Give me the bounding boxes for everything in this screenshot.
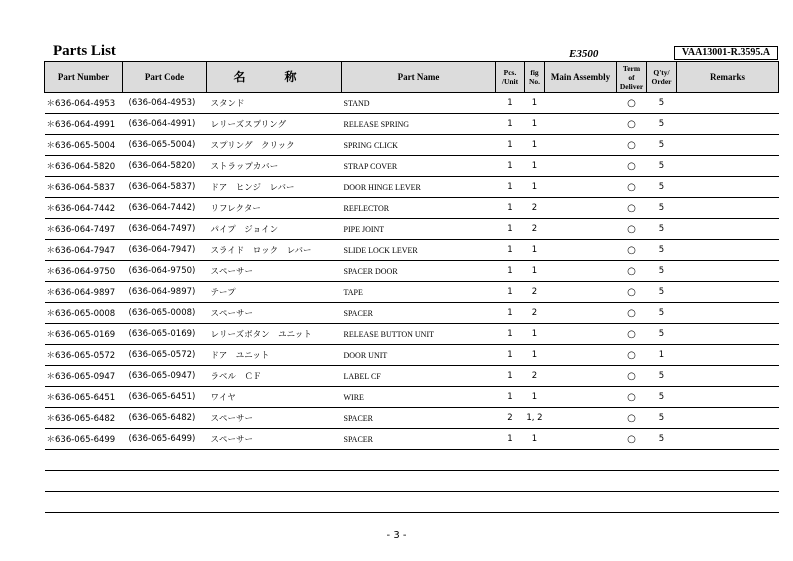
table-row <box>45 303 779 324</box>
main-assembly-cell <box>545 114 617 135</box>
part-name-cell: DOOR UNIT <box>342 345 496 366</box>
main-assembly-cell <box>545 261 617 282</box>
parts-table <box>44 61 779 513</box>
pcs-cell: 1 <box>496 93 525 114</box>
fig-cell: 1 <box>525 261 545 282</box>
part-number-cell: ＊636-065-0947 <box>45 366 123 387</box>
main-assembly-cell <box>545 177 617 198</box>
part-code-cell: (636-064-4953) <box>123 93 207 114</box>
fig-cell: 1 <box>525 324 545 345</box>
pcs-cell: 1 <box>496 261 525 282</box>
term-cell: ○ <box>617 198 647 219</box>
name-jp-cell: ドア ユニット <box>207 345 342 366</box>
remarks-cell <box>677 261 779 282</box>
name-jp-cell: テープ <box>207 282 342 303</box>
main-assembly-cell <box>545 135 617 156</box>
qty-cell: 5 <box>647 156 677 177</box>
remarks-cell <box>677 156 779 177</box>
qty-cell: 5 <box>647 303 677 324</box>
part-code-cell: (636-065-0169) <box>123 324 207 345</box>
model-name: E3500 <box>569 48 599 60</box>
main-assembly-cell <box>545 366 617 387</box>
part-number-cell: ＊636-064-7442 <box>45 198 123 219</box>
empty-cell <box>45 471 779 492</box>
empty-cell <box>45 492 779 513</box>
part-name-cell: SPACER <box>342 303 496 324</box>
term-cell: ○ <box>617 366 647 387</box>
pcs-cell: 1 <box>496 219 525 240</box>
pcs-cell: 1 <box>496 345 525 366</box>
pcs-cell: 2 <box>496 408 525 429</box>
remarks-cell <box>677 429 779 450</box>
fig-cell: 2 <box>525 219 545 240</box>
part-name-cell: WIRE <box>342 387 496 408</box>
name-jp-cell: レリーズスプリング <box>207 114 342 135</box>
pcs-cell: 1 <box>496 324 525 345</box>
pcs-cell: 1 <box>496 240 525 261</box>
part-number-cell: ＊636-064-7947 <box>45 240 123 261</box>
fig-cell: 2 <box>525 303 545 324</box>
part-number-cell: ＊636-065-6451 <box>45 387 123 408</box>
table-row <box>45 366 779 387</box>
pcs-cell: 1 <box>496 429 525 450</box>
document-code: VAA13001-R.3595.A <box>674 46 778 60</box>
part-number-cell: ＊636-065-6482 <box>45 408 123 429</box>
qty-cell: 5 <box>647 408 677 429</box>
empty-cell <box>45 450 779 471</box>
part-number-cell: ＊636-064-7497 <box>45 219 123 240</box>
remarks-cell <box>677 93 779 114</box>
name-jp-cell: スペーサー <box>207 408 342 429</box>
remarks-cell <box>677 177 779 198</box>
main-assembly-cell <box>545 240 617 261</box>
part-code-cell: (636-065-6482) <box>123 408 207 429</box>
part-code-cell: (636-065-6499) <box>123 429 207 450</box>
remarks-cell <box>677 198 779 219</box>
header-remarks: Remarks <box>677 62 779 93</box>
table-row <box>45 240 779 261</box>
main-assembly-cell <box>545 324 617 345</box>
term-cell: ○ <box>617 429 647 450</box>
qty-cell: 5 <box>647 240 677 261</box>
part-number-cell: ＊636-065-0572 <box>45 345 123 366</box>
name-jp-cell: ワイヤ <box>207 387 342 408</box>
term-cell: ○ <box>617 324 647 345</box>
header-pcs-unit: Pcs. /Unit <box>496 62 525 93</box>
fig-cell: 1 <box>525 114 545 135</box>
remarks-cell <box>677 387 779 408</box>
name-jp-cell: レリーズボタン ユニット <box>207 324 342 345</box>
main-assembly-cell <box>545 429 617 450</box>
name-jp-cell: ストラップカバー <box>207 156 342 177</box>
page-number: - 3 - <box>386 530 407 541</box>
qty-cell: 1 <box>647 345 677 366</box>
qty-cell: 5 <box>647 387 677 408</box>
fig-cell: 1 <box>525 156 545 177</box>
term-cell: ○ <box>617 408 647 429</box>
term-cell: ○ <box>617 387 647 408</box>
fig-cell: 2 <box>525 198 545 219</box>
name-jp-cell: ラベル ＣＦ <box>207 366 342 387</box>
part-name-cell: LABEL CF <box>342 366 496 387</box>
fig-cell: 1 <box>525 135 545 156</box>
part-name-cell: SPRING CLICK <box>342 135 496 156</box>
term-cell: ○ <box>617 345 647 366</box>
table-row <box>45 135 779 156</box>
header-part-code: Part Code <box>123 62 207 93</box>
part-code-cell: (636-064-5837) <box>123 177 207 198</box>
qty-cell: 5 <box>647 429 677 450</box>
qty-cell: 5 <box>647 93 677 114</box>
qty-cell: 5 <box>647 135 677 156</box>
term-cell: ○ <box>617 114 647 135</box>
part-code-cell: (636-064-7442) <box>123 198 207 219</box>
empty-row <box>45 471 779 492</box>
table-row <box>45 156 779 177</box>
pcs-cell: 1 <box>496 366 525 387</box>
part-name-cell: STAND <box>342 93 496 114</box>
part-number-cell: ＊636-065-0008 <box>45 303 123 324</box>
name-jp-cell: スペーサー <box>207 303 342 324</box>
part-name-cell: SLIDE LOCK LEVER <box>342 240 496 261</box>
part-code-cell: (636-064-7947) <box>123 240 207 261</box>
fig-cell: 1 <box>525 177 545 198</box>
table-row <box>45 408 779 429</box>
qty-cell: 5 <box>647 282 677 303</box>
part-code-cell: (636-065-0008) <box>123 303 207 324</box>
part-code-cell: (636-065-6451) <box>123 387 207 408</box>
part-number-cell: ＊636-064-4991 <box>45 114 123 135</box>
remarks-cell <box>677 345 779 366</box>
remarks-cell <box>677 324 779 345</box>
part-code-cell: (636-065-0572) <box>123 345 207 366</box>
part-number-cell: ＊636-064-5837 <box>45 177 123 198</box>
term-cell: ○ <box>617 93 647 114</box>
table-row <box>45 345 779 366</box>
term-cell: ○ <box>617 135 647 156</box>
part-name-cell: RELEASE BUTTON UNIT <box>342 324 496 345</box>
main-assembly-cell <box>545 156 617 177</box>
main-assembly-cell <box>545 198 617 219</box>
remarks-cell <box>677 135 779 156</box>
name-jp-cell: ドア ヒンジ レバー <box>207 177 342 198</box>
part-code-cell: (636-065-0947) <box>123 366 207 387</box>
header-term-of-deliver: Term of Deliver <box>617 62 647 93</box>
part-name-cell: SPACER <box>342 408 496 429</box>
main-assembly-cell <box>545 219 617 240</box>
empty-row <box>45 492 779 513</box>
header-part-name: Part Name <box>342 62 496 93</box>
main-assembly-cell <box>545 282 617 303</box>
part-name-cell: PIPE JOINT <box>342 219 496 240</box>
term-cell: ○ <box>617 303 647 324</box>
fig-cell: 1 <box>525 93 545 114</box>
qty-cell: 5 <box>647 114 677 135</box>
part-name-cell: RELEASE SPRING <box>342 114 496 135</box>
table-row <box>45 198 779 219</box>
header-fig-no: fig No. <box>525 62 545 93</box>
fig-cell: 1 <box>525 429 545 450</box>
table-row <box>45 324 779 345</box>
name-jp-cell: スプリング クリック <box>207 135 342 156</box>
remarks-cell <box>677 408 779 429</box>
part-number-cell: ＊636-064-9750 <box>45 261 123 282</box>
remarks-cell <box>677 219 779 240</box>
qty-cell: 5 <box>647 177 677 198</box>
term-cell: ○ <box>617 261 647 282</box>
table-row <box>45 387 779 408</box>
part-code-cell: (636-065-5004) <box>123 135 207 156</box>
part-number-cell: ＊636-065-5004 <box>45 135 123 156</box>
pcs-cell: 1 <box>496 156 525 177</box>
fig-cell: 2 <box>525 366 545 387</box>
pcs-cell: 1 <box>496 303 525 324</box>
part-name-cell: DOOR HINGE LEVER <box>342 177 496 198</box>
part-number-cell: ＊636-064-9897 <box>45 282 123 303</box>
fig-cell: 1 <box>525 387 545 408</box>
table-row <box>45 177 779 198</box>
name-jp-cell: スペーサー <box>207 429 342 450</box>
pcs-cell: 1 <box>496 114 525 135</box>
table-row <box>45 429 779 450</box>
term-cell: ○ <box>617 156 647 177</box>
table-row <box>45 219 779 240</box>
pcs-cell: 1 <box>496 282 525 303</box>
name-jp-cell: スタンド <box>207 93 342 114</box>
qty-cell: 5 <box>647 324 677 345</box>
table-row <box>45 114 779 135</box>
main-assembly-cell <box>545 303 617 324</box>
fig-cell: 1, 2 <box>525 408 545 429</box>
part-number-cell: ＊636-065-6499 <box>45 429 123 450</box>
remarks-cell <box>677 366 779 387</box>
qty-cell: 5 <box>647 219 677 240</box>
qty-cell: 5 <box>647 366 677 387</box>
part-number-cell: ＊636-064-4953 <box>45 93 123 114</box>
fig-cell: 1 <box>525 240 545 261</box>
main-assembly-cell <box>545 387 617 408</box>
term-cell: ○ <box>617 240 647 261</box>
part-code-cell: (636-064-4991) <box>123 114 207 135</box>
name-jp-cell: スペーサー <box>207 261 342 282</box>
table-row <box>45 93 779 114</box>
page-title: Parts List <box>53 43 116 59</box>
table-header-row <box>45 62 779 93</box>
remarks-cell <box>677 240 779 261</box>
part-number-cell: ＊636-064-5820 <box>45 156 123 177</box>
part-name-cell: SPACER <box>342 429 496 450</box>
part-code-cell: (636-064-7497) <box>123 219 207 240</box>
main-assembly-cell <box>545 408 617 429</box>
qty-cell: 5 <box>647 261 677 282</box>
pcs-cell: 1 <box>496 177 525 198</box>
remarks-cell <box>677 282 779 303</box>
main-assembly-cell <box>545 345 617 366</box>
part-code-cell: (636-064-9897) <box>123 282 207 303</box>
part-name-cell: REFLECTOR <box>342 198 496 219</box>
header-part-number: Part Number <box>45 62 123 93</box>
header-name-jp: 名 称 <box>207 62 342 93</box>
fig-cell: 1 <box>525 345 545 366</box>
pcs-cell: 1 <box>496 387 525 408</box>
part-code-cell: (636-064-9750) <box>123 261 207 282</box>
part-name-cell: SPACER DOOR <box>342 261 496 282</box>
empty-row <box>45 450 779 471</box>
name-jp-cell: リフレクター <box>207 198 342 219</box>
name-jp-cell: スライド ロック レバー <box>207 240 342 261</box>
part-number-cell: ＊636-065-0169 <box>45 324 123 345</box>
table-row <box>45 261 779 282</box>
term-cell: ○ <box>617 219 647 240</box>
pcs-cell: 1 <box>496 135 525 156</box>
header-main-assembly: Main Assembly <box>545 62 617 93</box>
pcs-cell: 1 <box>496 198 525 219</box>
header-qty-order: Q'ty/ Order <box>647 62 677 93</box>
part-name-cell: TAPE <box>342 282 496 303</box>
part-name-cell: STRAP COVER <box>342 156 496 177</box>
remarks-cell <box>677 114 779 135</box>
table-row <box>45 282 779 303</box>
main-assembly-cell <box>545 93 617 114</box>
term-cell: ○ <box>617 282 647 303</box>
part-code-cell: (636-064-5820) <box>123 156 207 177</box>
term-cell: ○ <box>617 177 647 198</box>
name-jp-cell: パイプ ジョイン <box>207 219 342 240</box>
qty-cell: 5 <box>647 198 677 219</box>
remarks-cell <box>677 303 779 324</box>
fig-cell: 2 <box>525 282 545 303</box>
